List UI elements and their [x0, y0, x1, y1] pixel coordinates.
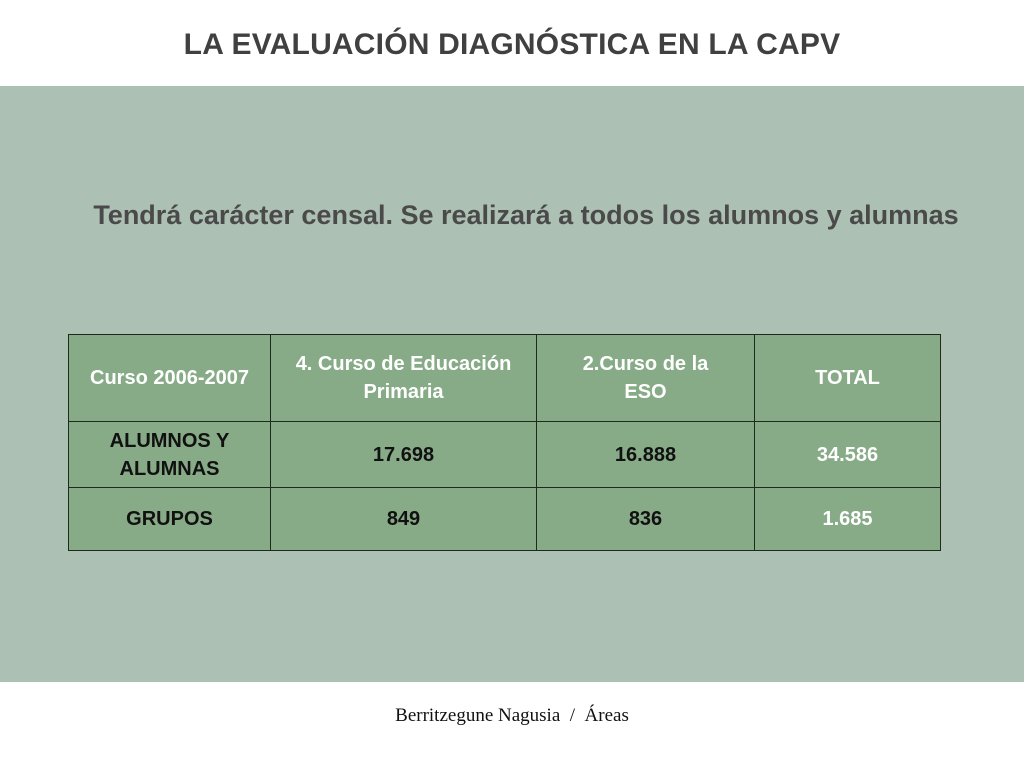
footer: Berritzegune Nagusia / Áreas [395, 705, 629, 726]
header-total: TOTAL [755, 335, 941, 422]
row-label: GRUPOS [69, 488, 271, 551]
content-panel [0, 86, 1024, 682]
slide-title: LA EVALUACIÓN DIAGNÓSTICA EN LA CAPV [183, 28, 841, 61]
table-header-row [69, 335, 941, 422]
cell-eso: 836 [537, 488, 755, 551]
cell-primaria: 849 [271, 488, 537, 551]
header-course-year: Curso 2006-2007 [69, 335, 271, 422]
table-row [69, 488, 941, 551]
table-row [69, 422, 941, 488]
row-label: ALUMNOS Y ALUMNAS [69, 422, 271, 488]
header-primaria: 4. Curso de Educación Primaria [271, 335, 537, 422]
data-table [68, 334, 941, 551]
cell-primaria: 17.698 [271, 422, 537, 488]
cell-eso: 16.888 [537, 422, 755, 488]
cell-total: 34.586 [755, 422, 941, 488]
subtitle: Tendrá carácter censal. Se realizará a todos los alumnos y alumnas [93, 200, 959, 230]
cell-total: 1.685 [755, 488, 941, 551]
header-eso: 2.Curso de la ESO [537, 335, 755, 422]
